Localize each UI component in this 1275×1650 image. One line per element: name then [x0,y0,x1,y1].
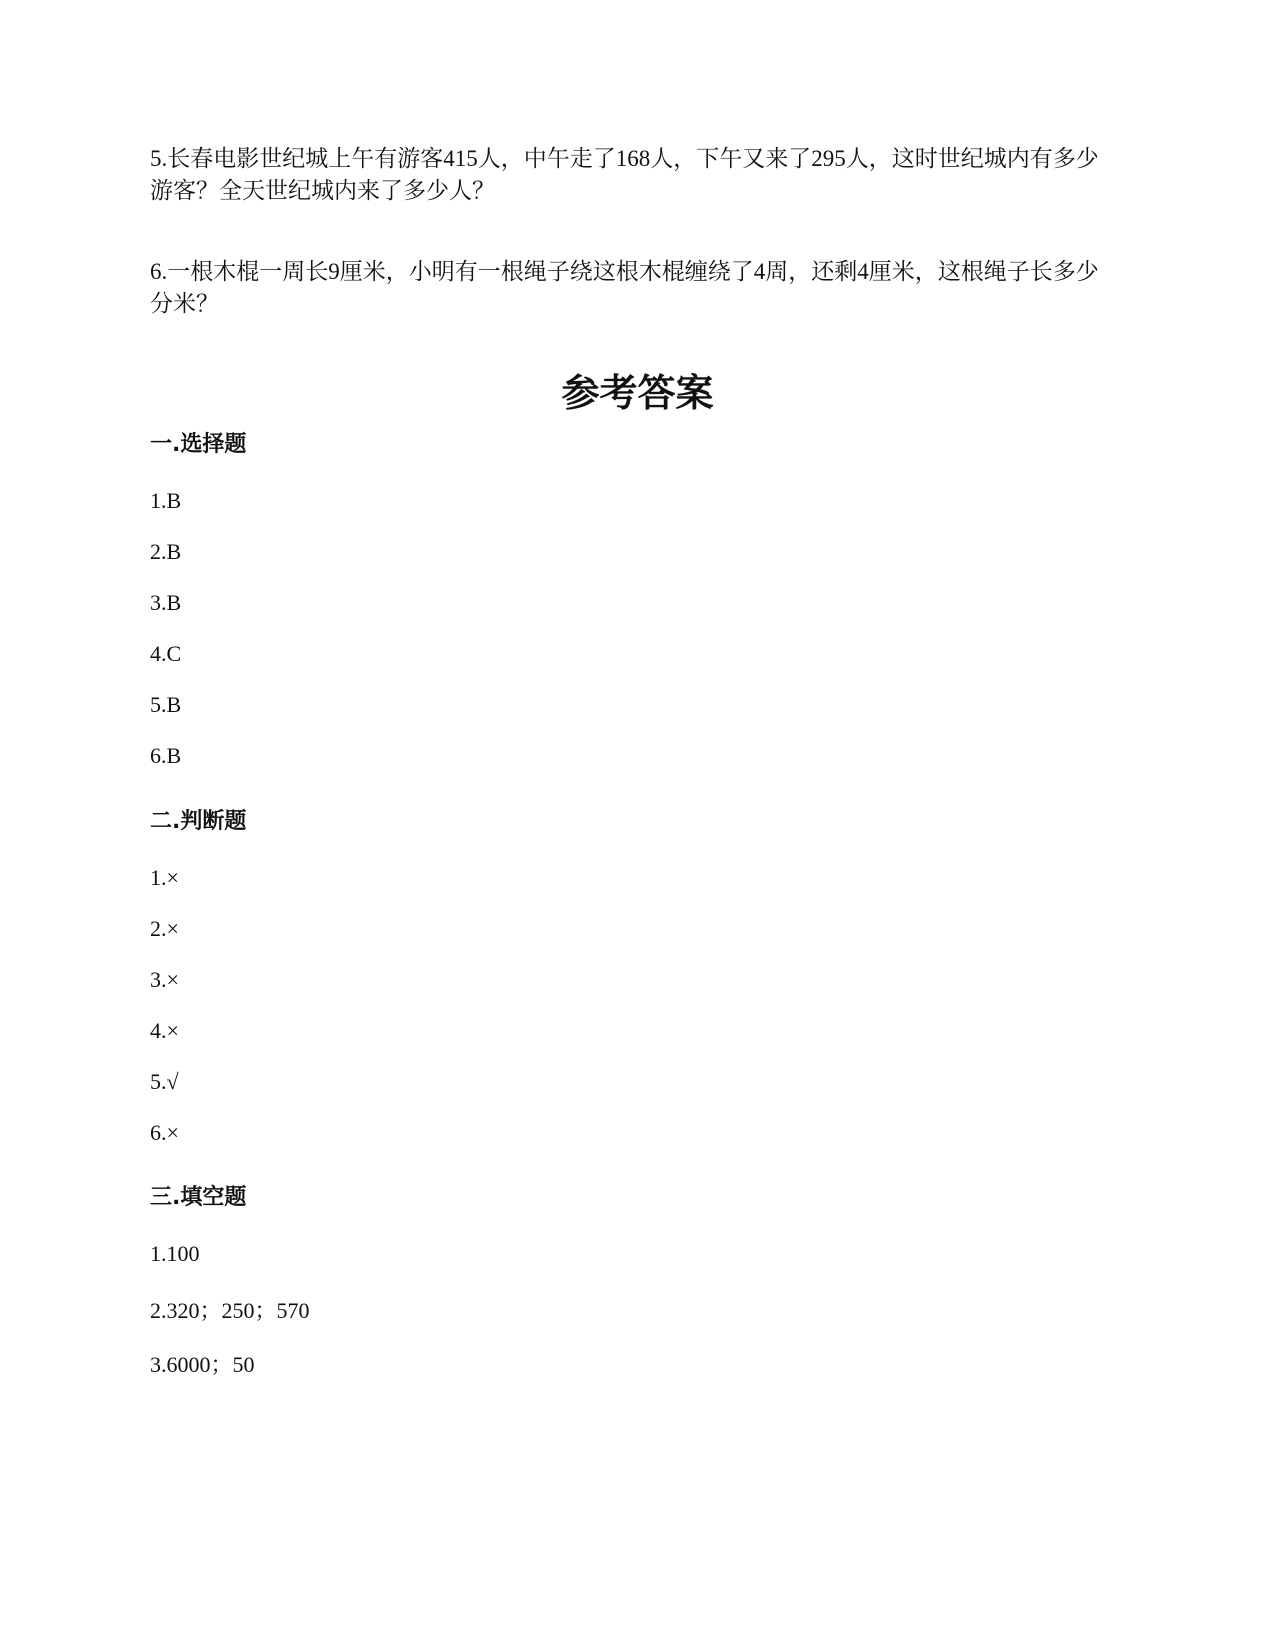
answer-item: 1.B [150,488,182,513]
answer-item: 5.B [150,692,182,717]
answer-item: 3.6000；50 [150,1352,255,1377]
answer-item: 1.100 [150,1241,200,1266]
answer-item: 3.B [150,590,182,615]
answer-item: 5.√ [150,1069,179,1094]
section-heading-choice: 一.选择题 [150,432,247,457]
answer-item: 3.× [150,967,179,992]
answer-item: 4.× [150,1018,179,1043]
answer-item: 6.B [150,743,182,768]
answer-item: 2.320；250；570 [150,1298,310,1323]
answer-item: 6.× [150,1120,179,1145]
answer-item: 2.× [150,916,179,941]
question-6: 6.一根木棍一周长9厘米，小明有一根绳子绕这根木棍缠绕了4周，还剩4厘米，这根绳子长多少分米？ [150,259,1099,316]
section-heading-judgment: 二.判断题 [150,809,247,834]
answer-title: 参考答案 [561,370,714,415]
question-5: 5.长春电影世纪城上午有游客415人，中午走了168人，下午又来了295人，这时世纪城内有多少游客？全天世纪城内来了多少人？ [150,146,1099,203]
answer-item: 4.C [150,641,182,666]
section-heading-fill: 三.填空题 [150,1185,247,1210]
answer-item: 2.B [150,539,182,564]
answer-item: 1.× [150,865,179,890]
